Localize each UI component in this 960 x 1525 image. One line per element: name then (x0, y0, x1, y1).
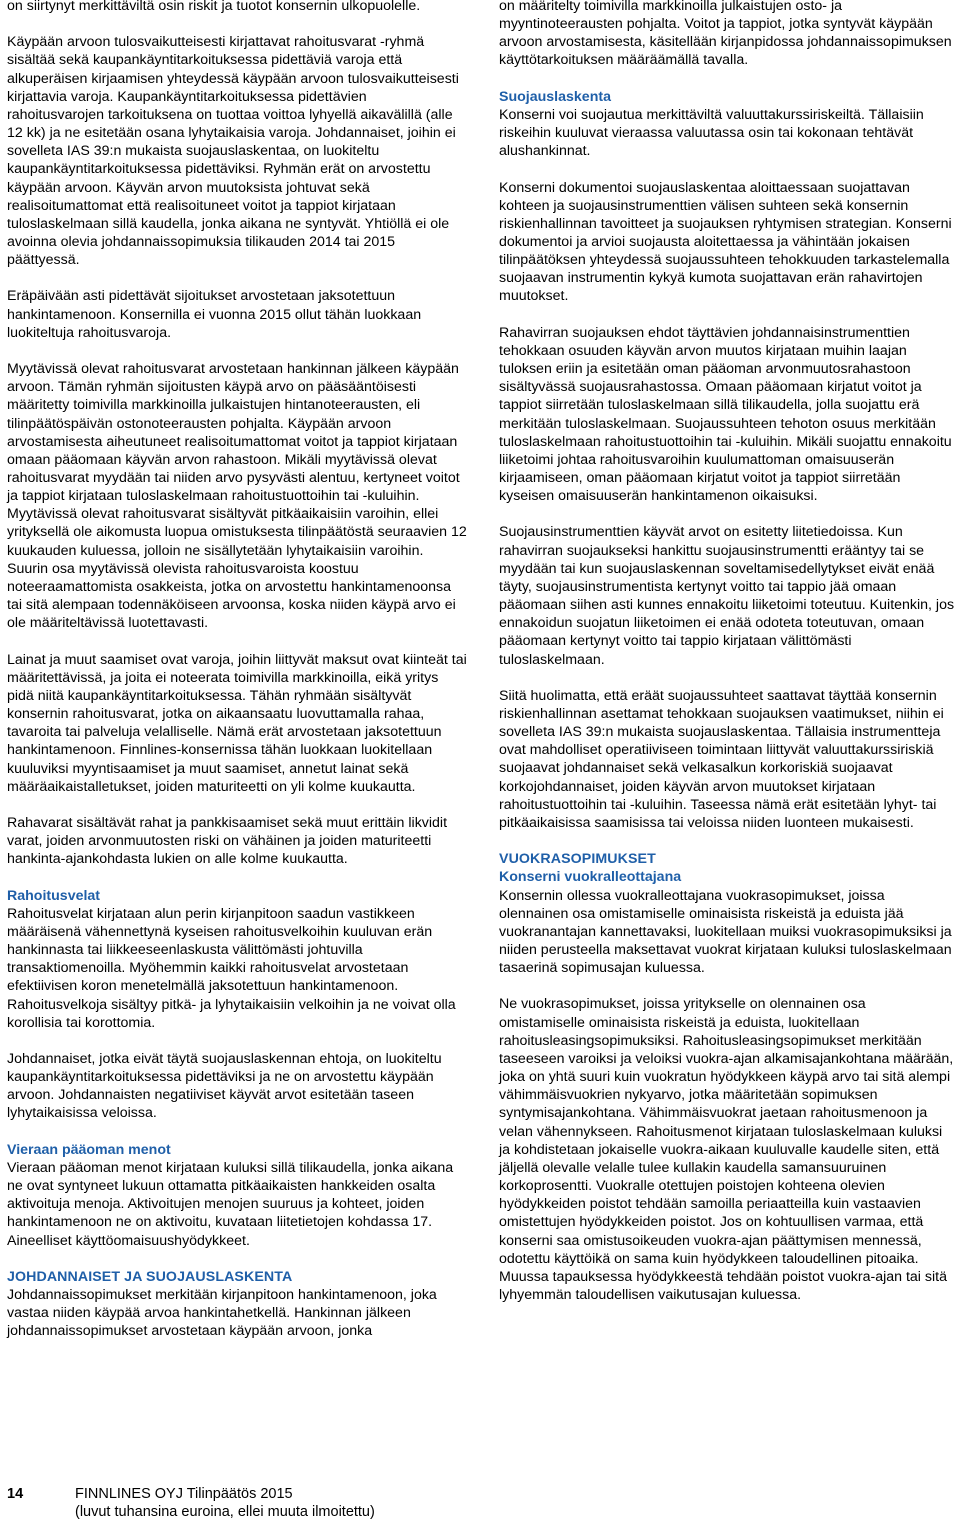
paragraph-currency-risk: Konserni voi suojautua merkittäviltä valuuttakurssiriskeiltä. Tällaisiin riskeihin kuuluvat vieraassa valuutassa osin tai kokonaan tehtävät alushankinnat. (499, 106, 924, 160)
heading-derivatives-hedge-accounting: JOHDANNAISET JA SUOJAUSLASKENTA (7, 1268, 293, 1285)
page-number: 14 (7, 1486, 24, 1502)
paragraph-finance-leases: Ne vuokrasopimukset, joissa yritykselle on olennainen osa omistamiselle ominaisista riskeistä ja eduista, luokitellaan rahoitusleasingsopimuksiksi. Rahoitusleasingsopimukset merkitään taseeseen varoiksi ja veloiksi vuokra-ajan alkamisajankohtana määrään, joka on yhtä suuri kuin vuokratun hyödykkeen käypä arvo tai sitä alempi vähimmäisvuokrien nykyarvo, jotka määritetään sopimuksen syntymisajankohtana. Vähimmäisvuokrat jaetaan rahoitusmenoon ja velan vähennykseen. Rahoitusmenot kirjataan tuloslaskelmaan kuluksi ja kohdistetaan jokaiselle vuokra-aikaan kuuluvalle kaudelle siten, että jäljellä olevalle velalle tulee kullakin kaudella samansuuruinen korkoprosentti. Vuokralle otettujen poistojen kohteena olevien hyödykkeiden poistot tehdään samoilla periaatteilla kuin vastaavien omistettujen hyödykkeiden poistot. Jos on kohtuullisen varmaa, että konserni saa omistusoikeuden vuokra-ajan päättymisen mennessä, odotettu käyttöikä on sama kuin hyödykkeen taloudellinen pitoaika. Muussa tapauksessa hyödykkeestä tehdään poistot vuokra-ajan tai sitä lyhyemmän taloudellisen vaikutusajan kuluessa. (499, 996, 954, 1303)
paragraph-non-hedge-derivatives: Siitä huolimatta, että eräät suojaussuhteet saattavat täyttää konsernin riskienhallinnan asettamat tehokkaan suojauksen vaatimukset, niihin ei sovelleta IAS 39:n mukaista suojauslaskentaa. Tällaisia instrumentteja ovat mahdolliset operatiiviseen toimintaan liittyvät valuuttakurssiriskiä suojaavat johdannaiset sekä velkasalkun korkoriskiä suojaavat korkojohdannaiset, joiden käyvän arvon muutokset kirjataan rahoitustuottoihin tai -kuluihin. Taseessa nämä erät esitetään lyhyt- tai pitkäaikaisissa saamisissa tai veloissa niiden luonteen mukaisesti. (499, 687, 944, 831)
paragraph-loans-receivables: Lainat ja muut saamiset ovat varoja, joihin liittyvät maksut ovat kiinteät tai määritettävissä, ja joita ei noteerata toimivilla markkinoilla, eikä yritys pidä niitä kaupankäyntitarkoituksessa. Tähän ryhmään sisältyvät konsernin rahoitusvarat, jotka on aikaansaatu luovuttamalla rahaa, tavaroita tai palveluja velalliselle. Nämä erät arvostetaan jaksotettuun hankintamenoon. Finnlines-konsernissa tähän luokkaan luokitellaan kuuluviksi myyntisaamiset ja muut saamiset, annetut lainat sekä määräaikaistalletukset, joiden maturiteetti on yli kolme kuukautta. (7, 651, 467, 795)
paragraph-derivatives-no-hedge: Johdannaiset, jotka eivät täytä suojauslaskennan ehtoja, on luokiteltu kaupankäyntitarkoituksessa pidettäviksi ja ne on arvostettu käypään arvoon. Johdannaisten negatiiviset käyvät arvot esitetään taseen lyhytaikaisissa veloissa. (7, 1050, 442, 1122)
paragraph-hedge-documentation: Konserni dokumentoi suojauslaskentaa aloittaessaan suojattavan kohteen ja suojausinstrumenttien välisen suhteen sekä konsernin riskienhallinnan tavoitteet ja suojauksen ryhtymisen strategian. Konserni dokumentoi ja arvioi suojausta aloitettaessa ja vähintään jokaisen tilinpäätöksen yhteydessä suojaussuhteen tehokkuuden tarkastelemalla suojaavan instrumentin kykyä kumota suojattavan erän rahavirtojen muutokset. (499, 179, 952, 305)
paragraph-derivatives-continuation: on määritelty toimivilla markkinoilla julkaistujen osto- ja myyntinoteerausten pohjalta. Voitot ja tappiot, jotka syntyvät käypään arvoon arvostamisesta, käsitellään kirjanpidossa johdannaissopimuksen käyttötarkoituksen määräämällä tavalla. (499, 0, 952, 69)
heading-financial-liabilities: Rahoitusvelat (7, 887, 101, 904)
paragraph-borrowing-costs: Vieraan pääoman menot kirjataan kuluksi sillä tilikaudella, jonka aikana ne ovat syntyneet lukuun ottamatta pitkäaikaisten hankkeiden osalta aktivoituja menoja. Aktivoitujen menojen suuruus ja kohteet, joiden hankintamenoon ne on aktivoitu, kuvataan liitetietojen kohdassa 17. Aineelliset käyttöomaisuushyödykkeet. (7, 1159, 454, 1249)
paragraph-available-for-sale: Myytävissä olevat rahoitusvarat arvostetaan hankinnan jälkeen käypään arvoon. Tämän ryhmän sijoitusten käypä arvo on pääsääntöisesti määritetty toimivilla markkinoilla julkaistujen hintanoteerausten, eli tilinpäätöspäivän ostonoteerausten pohjalta. Käypään arvoon arvostamisesta aiheutuneet realisoitumattomat voitot ja tappiot kirjataan omaan pääomaan käyvän arvon rahastoon. Mikäli myytävissä olevat rahoitusvarat myydään tai niiden arvo pysyvästi alentuu, kertyneet voitot ja tappiot kirjataan tuloslaskelmaan rahoitustuottoihin tai -kuluihin. Myytävissä olevat rahoitusvarat sisältyvät pitkäaikaisiin varoihin, ellei yrityksellä ole aikomusta luopua omistuksesta tilinpäätöstä seuraavien 12 kuukauden kuluessa, jolloin ne sisällytetään lyhytaikaisiin varoihin. Suurin osa myytävissä olevista rahoitusvaroista koostuu noteeraamattomista osakkeista, jotka on arvostettu hankintamenoonsa tai sitä alempaan todennäköiseen arvoonsa, koska niiden käypä arvo ei ole määriteltävissä luotettavasti. (7, 361, 467, 632)
heading-group-as-lessee: Konserni vuokralleottajana (499, 869, 682, 886)
paragraph-intro-continuation: on siirtynyt merkittäviltä osin riskit ja tuotot konsernin ulkopuolelle. (7, 0, 421, 14)
heading-hedge-accounting: Suojauslaskenta (499, 88, 611, 105)
heading-leases: VUOKRASOPIMUKSET (499, 851, 656, 868)
footer-report-title: FINNLINES OYJ Tilinpäätös 2015 (75, 1486, 293, 1502)
paragraph-operating-leases: Konsernin ollessa vuokralleottajana vuokrasopimukset, joissa olennainen osa omistamiselle ominaisista riskeistä ja eduista jää vuokranantajan kannettavaksi, luokitellaan muiksi vuokrasopimuksiksi ja niiden perusteella maksettavat vuokrat kirjataan kuluksi tuloslaskelmaan tasaerinä sopimusajan kuluessa. (499, 887, 952, 977)
footer-units-note: (luvut tuhansina euroina, ellei muuta ilmoitettu) (75, 1504, 375, 1520)
paragraph-hedge-instruments: Suojausinstrumenttien käyvät arvot on esitetty liitetiedoissa. Kun rahavirran suojaukseksi hankittu suojausinstrumentti erääntyy tai se myydään tai kun suojauslaskennan soveltamisedellytykset eivät enää täyty, suojausinstrumentista kertynyt voitto tai tappio jää omaan pääomaan siihen asti kunnes ennakoitu liiketoimi toteutuu. Kuitenkin, jos ennakoidun suojatun liiketoimen ei enää odoteta toteutuvan, omaan pääomaan kertynyt voitto tai tappio kirjataan välittömästi tuloslaskelmaan. (499, 524, 955, 668)
paragraph-derivatives: Johdannaissopimukset merkitään kirjanpitoon hankintamenoon, joka vastaa niiden käypää arvoa hankintahetkellä. Hankinnan jälkeen johdannaissopimukset arvostetaan käypään arvoon, jonka (7, 1286, 437, 1340)
paragraph-held-to-maturity: Eräpäivään asti pidettävät sijoitukset arvostetaan jaksotettuun hankintamenoon. Konsernilla ei vuonna 2015 ollut tähän luokkaan luokiteltuja rahoitusvaroja. (7, 288, 422, 341)
paragraph-financial-liabilities: Rahoitusvelat kirjataan alun perin kirjanpitoon saadun vastikkeen määräisenä vähennettynä kyseisen rahoitusvelkoihin kuuluvan erän hankinnasta tai liikkeeseenlaskusta välittömästi johtuvilla transaktiomenoilla. Myöhemmin kaikki rahoitusvelat arvostetaan efektiivisen koron menetelmällä jaksotettuun hankintamenoon. Rahoitusvelkoja sisältyy pitkä- ja lyhytaikaisiin velkoihin ja ne voivat olla korollisia tai korottomia. (7, 905, 456, 1031)
heading-borrowing-costs: Vieraan pääoman menot (7, 1141, 171, 1158)
left-column (7, 0, 467, 1340)
paragraph-cash: Rahavarat sisältävät rahat ja pankkisaamiset sekä muut erittäin likvidit varat, joiden arvonmuutosten riski on vähäinen ja joiden maturiteetti hankinta-ajankohdasta lukien on alle kolme kuukautta. (7, 814, 448, 868)
paragraph-cash-flow-hedge: Rahavirran suojauksen ehdot täyttävien johdannaisinstrumenttien tehokkaan osuuden käyvän arvon muutos kirjataan muihin laajan tuloksen eriin ja esitetään oman pääoman arvonmuutosrahastoon sisältyvässä suojausrahastossa. Omaan pääomaan kirjatut voitot ja tappiot siirretään tuloslaskelmaan sillä tilikaudella, jolla suojattu erä merkitään tuloslaskelmaan. Suojaussuhteen tehoton osuus merkitään tuloslaskelmaan rahoitustuottoihin tai -kuluihin. Mikäli suojattu ennakoitu liiketoimi johtaa rahoitusvaroihin kuulumattoman omaisuuserän kirjaamiseen, oman pääomaan kirjatut voitot ja tappiot siirretään kyseisen omaisuuserän hankintamenon oikaisuksi. (499, 324, 952, 505)
right-column (499, 0, 955, 1304)
paragraph-fvtpl-assets: Käypään arvoon tulosvaikutteisesti kirjattavat rahoitusvarat -ryhmä sisältää sekä kaupankäyntitarkoituksessa pidettäviä varoja että alkuperäisen kirjaamisen yhteydessä käypään arvoon tulosvaikutteisesti kirjattavia varoja. Kaupankäyntitarkoituksessa pidettävien rahoitusvarojen tarkoituksena on tuottaa voittoa lyhyellä aikavälillä (alle 12 kk) ja ne esitetään osana lyhytaikaisia varoja. Johdannaiset, joihin ei sovelleta IAS 39:n mukaista suojauslaskentaa, on luokiteltu kaupankäyntitarkoituksessa pidettäviksi. Ryhmän erät on arvostettu käypään arvoon. Käyvän arvon muutoksista johtuvat sekä realisoitumattomat että realisoituneet voitot ja tappiot kirjataan tuloslaskelmaan sillä kaudella, jonka aikana ne syntyvät. Yhtiöllä ei ole avoinna olevia johdannaissopimuksia tilikauden 2014 tai 2015 päättyessä. (7, 34, 459, 269)
